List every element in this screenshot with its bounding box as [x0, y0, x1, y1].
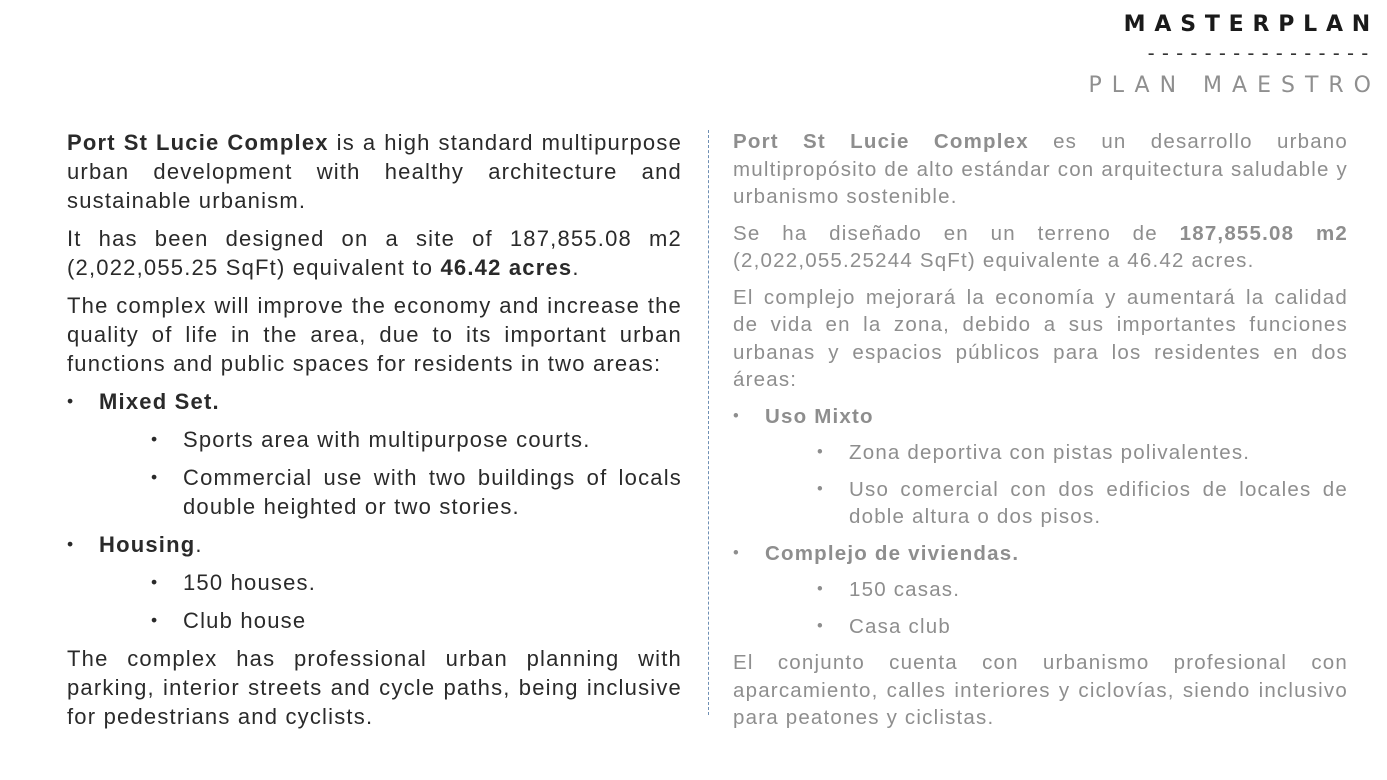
es-site-text: Se ha diseñado en un terreno de: [733, 221, 1180, 245]
en-housing-item-text: 150 houses.: [183, 570, 317, 595]
es-improve-paragraph: El complejo mejorará la economía y aumentará la calidad de vida en la zona, debido a sus importantes funciones urbanas y espacios públicos para los residentes en dos áreas:: [733, 285, 1348, 391]
en-housing-label: Housing: [99, 532, 196, 557]
list-item: [765, 576, 1348, 604]
bullet-icon: •: [733, 543, 740, 562]
list-item: [765, 613, 1348, 641]
es-site-paragraph: [733, 220, 1348, 275]
list-item: [765, 476, 1348, 531]
list-item: [99, 463, 682, 521]
bullet-icon: •: [67, 534, 75, 554]
bullet-icon: •: [817, 616, 824, 635]
en-housing-item-text: Club house: [183, 608, 307, 633]
bullet-icon: •: [151, 429, 159, 449]
bullet-icon: •: [67, 391, 75, 411]
page-header: [1088, 12, 1381, 98]
es-mixed-item-text: Uso comercial con dos edificios de locales de doble altura o dos pisos.: [849, 477, 1348, 528]
es-intro-paragraph: [733, 128, 1348, 211]
list-item: [765, 439, 1348, 467]
en-intro-text: is a high standard multipurpose urban development with healthy architecture and sustainable urbanism.: [67, 130, 683, 213]
es-intro-text: es un desarrollo urbano multipropósito de alto estándar con arquitectura saludable y urbanismo sostenible.: [733, 130, 1349, 208]
list-item: [99, 606, 682, 635]
es-housing-item-text: Casa club: [849, 614, 951, 638]
en-closing-paragraph: The complex has professional urban planning with parking, interior streets and cycle paths, being inclusive for pedestrians and cyclists.: [67, 646, 682, 729]
en-mixed-item-text: Sports area with multipurpose courts.: [183, 427, 591, 452]
en-site-text: It has been designed on a site of 187,855.08 m2 (2,022,055.25 SqFt) equivalent to: [67, 226, 682, 280]
bullet-icon: •: [151, 610, 159, 630]
bullet-icon: •: [817, 479, 824, 498]
column-divider: [708, 130, 709, 715]
en-areas-list: [67, 387, 682, 635]
en-mixed-set-label: Mixed Set.: [99, 389, 220, 414]
en-site-period: .: [572, 255, 580, 280]
list-item: [99, 425, 682, 454]
en-mixed-set-item: [67, 387, 682, 521]
en-improve-paragraph: The complex will improve the economy and increase the quality of life in the area, due to its important urban functions and public spaces for residents in two areas:: [67, 293, 682, 376]
es-mixed-use-label: Uso Mixto: [765, 404, 874, 428]
en-mixed-item-text: Commercial use with two buildings of locals double heighted or two stories.: [183, 465, 682, 519]
bullet-icon: •: [817, 443, 824, 461]
en-housing-period: .: [195, 532, 203, 557]
es-mixed-use-sublist: [765, 439, 1348, 531]
bullet-icon: •: [151, 572, 159, 592]
en-housing-item: [67, 530, 682, 635]
es-project-name: Port St Lucie Complex: [733, 130, 1029, 153]
page-subtitle: PLAN MAESTRO: [1088, 73, 1381, 98]
es-housing-sublist: [765, 576, 1348, 640]
list-item: [99, 568, 682, 597]
en-site-acres: 46.42 acres: [440, 255, 573, 280]
es-housing-item-text: 150 casas.: [849, 578, 961, 601]
es-mixed-item-text: Zona deportiva con pistas polivalentes.: [849, 441, 1251, 464]
es-closing-paragraph: El conjunto cuenta con urbanismo profesional con aparcamiento, calles interiores y ciclovías, siendo inclusivo para peatones y ciclistas.: [733, 651, 1348, 729]
es-areas-list: [733, 403, 1348, 641]
page-title: MASTERPLAN: [1123, 12, 1379, 37]
es-site-area: 187,855.08 m2: [1179, 221, 1348, 245]
bullet-icon: •: [151, 467, 159, 487]
en-site-paragraph: [67, 224, 682, 282]
en-mixed-set-sublist: [99, 425, 682, 521]
es-housing-label: Complejo de viviendas.: [765, 541, 1020, 565]
english-column: [67, 128, 682, 740]
title-dashed-rule: ----------------: [1145, 41, 1373, 65]
es-mixed-use-item: [733, 403, 1348, 531]
es-housing-item: [733, 540, 1348, 641]
bullet-icon: •: [733, 406, 740, 425]
bullet-icon: •: [817, 580, 824, 598]
en-project-name: Port St Lucie Complex: [67, 130, 329, 155]
spanish-column: [733, 128, 1348, 741]
en-housing-sublist: [99, 568, 682, 635]
en-intro-paragraph: [67, 128, 682, 215]
es-site-rest: (2,022,055.25244 SqFt) equivalente a 46.42 acres.: [733, 249, 1255, 272]
